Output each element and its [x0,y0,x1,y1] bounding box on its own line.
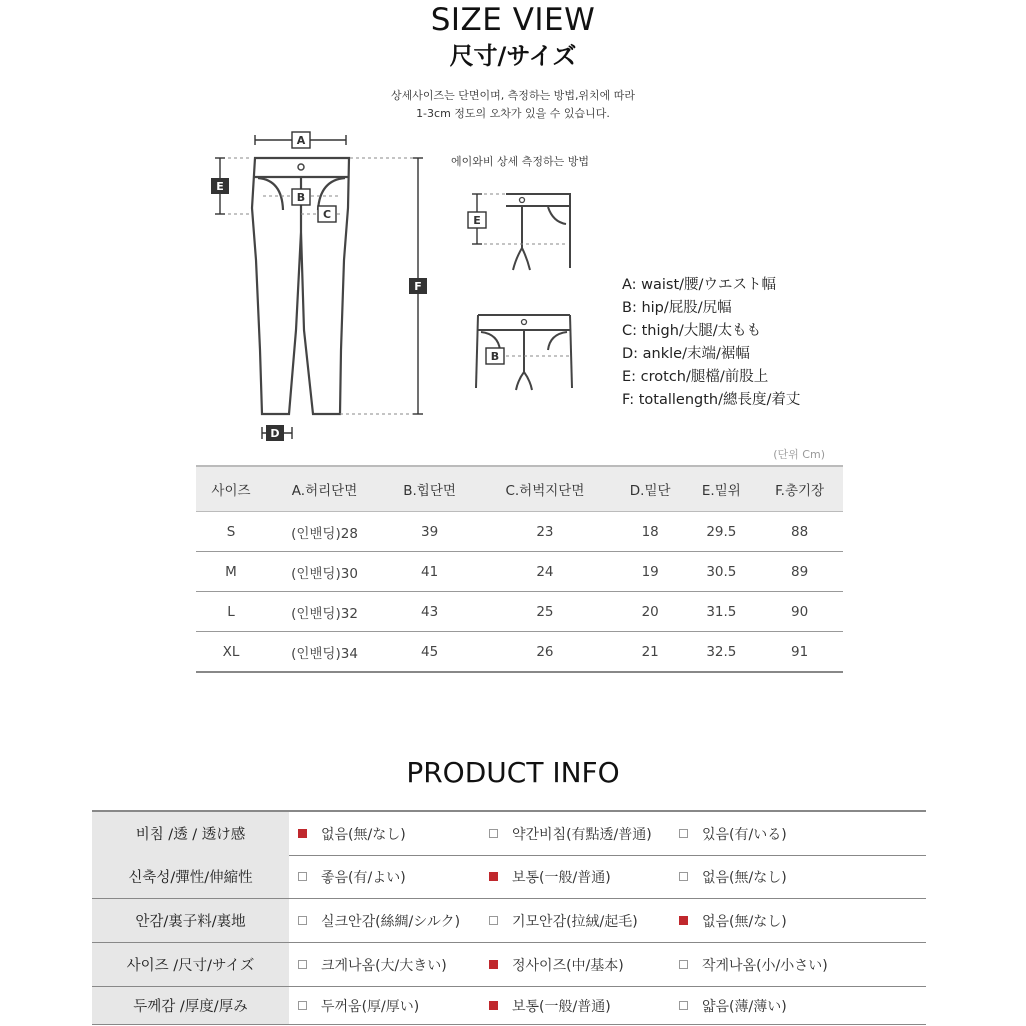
checkbox-icon [679,960,688,969]
checkbox-icon [298,916,307,925]
checkbox-icon [298,960,307,969]
checkbox-icon [489,1001,498,1010]
table-cell: 43 [383,592,476,632]
header-cell: E.밑위 [687,466,757,512]
option-label: 약간비침(有點透/普通) [512,826,652,843]
table-cell: 89 [756,552,843,592]
option-label: 보통(一般/普通) [512,869,611,886]
table-cell: 91 [756,632,843,673]
product-info-row [92,987,926,1025]
option-label: 실크안감(絲綢/シルク) [321,913,461,930]
option [298,812,406,855]
option-label: 정사이즈(中/基本) [512,957,624,974]
marker-e: E [216,180,224,193]
table-cell: 26 [476,632,614,673]
checkbox-icon [489,916,498,925]
option [679,987,787,1024]
legend-item: D: ankle/末端/裾幅 [622,346,750,362]
table-cell: XL [196,632,266,673]
table-cell: 30.5 [687,552,757,592]
product-info-row [92,899,926,943]
checkbox-icon [298,829,307,838]
table-cell: (인밴딩)30 [266,552,383,592]
table-cell: 45 [383,632,476,673]
option [298,855,406,898]
table-cell: 39 [383,512,476,552]
checkbox-icon [679,872,688,881]
size-view-title: SIZE VIEW [430,2,596,38]
option [298,987,419,1024]
info-label: 사이즈 /尺寸/サイズ [92,943,289,986]
table-cell: 21 [614,632,687,673]
marker-d: D [270,427,280,440]
product-info-title: PRODUCT INFO [406,756,620,789]
option-label: 없음(無/なし) [321,826,406,843]
header-cell: 사이즈 [196,466,266,512]
checkbox-icon [489,872,498,881]
option [489,987,611,1024]
unit-note: (단위 Cm) [773,448,825,461]
header-cell: B.힙단면 [383,466,476,512]
table-row [196,592,843,632]
marker-e-small: E [473,214,481,227]
table-row [196,552,843,592]
checkbox-icon [679,829,688,838]
table-row [196,512,843,552]
measurement-note-line1: 상세사이즈는 단면이며, 측정하는 방법,위치에 따라 [390,89,636,102]
info-label: 안감/裏子料/裏地 [92,899,289,942]
option-label: 없음(無/なし) [702,869,787,886]
product-info-row [92,855,926,899]
table-cell: S [196,512,266,552]
info-label: 두께감 /厚度/厚み [92,987,289,1024]
product-info-row [92,810,926,856]
option-label: 얇음(薄/薄い) [702,998,787,1015]
header-cell: A.허리단면 [266,466,383,512]
option-label: 기모안감(拉絨/起毛) [512,913,638,930]
option [489,899,638,942]
option [489,855,611,898]
table-cell: 90 [756,592,843,632]
hip-diagram [470,305,580,395]
pocket-left [258,178,283,210]
option [679,899,787,942]
info-label: 비침 /透 / 透け感 [92,812,289,855]
option-label: 보통(一般/普通) [512,998,611,1015]
legend-item: F: totallength/總長度/着丈 [622,392,801,408]
legend-item: A: waist/腰/ウエスト幅 [622,277,776,293]
table-cell: 29.5 [687,512,757,552]
checkbox-icon [298,872,307,881]
crotch-diagram [465,190,575,275]
table-cell: (인밴딩)32 [266,592,383,632]
option-label: 없음(無/なし) [702,913,787,930]
marker-b: B [296,191,306,204]
size-table [196,465,843,673]
option-label: 크게나옴(大/大きい) [321,957,447,974]
legend-item: E: crotch/腿檔/前股上 [622,369,769,385]
checkbox-icon [489,960,498,969]
table-cell: 88 [756,512,843,552]
table-cell: L [196,592,266,632]
table-cell: (인밴딩)34 [266,632,383,673]
table-cell: 18 [614,512,687,552]
header-cell: C.허벅지단면 [476,466,614,512]
measurement-note [0,87,1026,123]
table-cell: 23 [476,512,614,552]
info-label: 신축성/彈性/伸縮性 [92,855,289,898]
table-cell: 24 [476,552,614,592]
header-cell: D.밑단 [614,466,687,512]
option-label: 두꺼움(厚/厚い) [321,998,420,1015]
marker-c: C [322,208,332,221]
option-label: 작게나옴(小/小さい) [702,957,828,974]
table-cell: 32.5 [687,632,757,673]
table-cell: 19 [614,552,687,592]
marker-a: A [296,134,306,147]
legend-item: C: thigh/大腿/太もも [622,323,762,339]
size-view-subtitle: 尺寸/サイズ [449,42,577,70]
table-cell: 31.5 [687,592,757,632]
option [489,812,652,855]
table-cell: 20 [614,592,687,632]
marker-f: F [414,280,422,293]
option-label: 좋음(有/よい) [321,869,406,886]
method-title: 에이와비 상세 측정하는 방법 [451,155,590,168]
measurement-note-line2: 1-3cm 정도의 오차가 있을 수 있습니다. [416,107,610,120]
table-cell: 41 [383,552,476,592]
option [679,855,787,898]
table-cell: 25 [476,592,614,632]
table-row [196,632,843,673]
pants-diagram [200,125,440,450]
button-icon [298,164,304,170]
header-cell: F.총기장 [756,466,843,512]
checkbox-icon [298,1001,307,1010]
size-table-header [196,466,843,512]
option-label: 있음(有/いる) [702,826,787,843]
marker-b-small: B [490,350,500,363]
table-cell: (인밴딩)28 [266,512,383,552]
checkbox-icon [679,1001,688,1010]
pocket-right [318,178,345,210]
option [489,943,624,986]
checkbox-icon [679,916,688,925]
table-cell: M [196,552,266,592]
option [679,812,787,855]
checkbox-icon [489,829,498,838]
product-info-row [92,943,926,987]
option [679,943,828,986]
legend-item: B: hip/屁股/尻幅 [622,300,732,316]
option [298,899,460,942]
option [298,943,447,986]
